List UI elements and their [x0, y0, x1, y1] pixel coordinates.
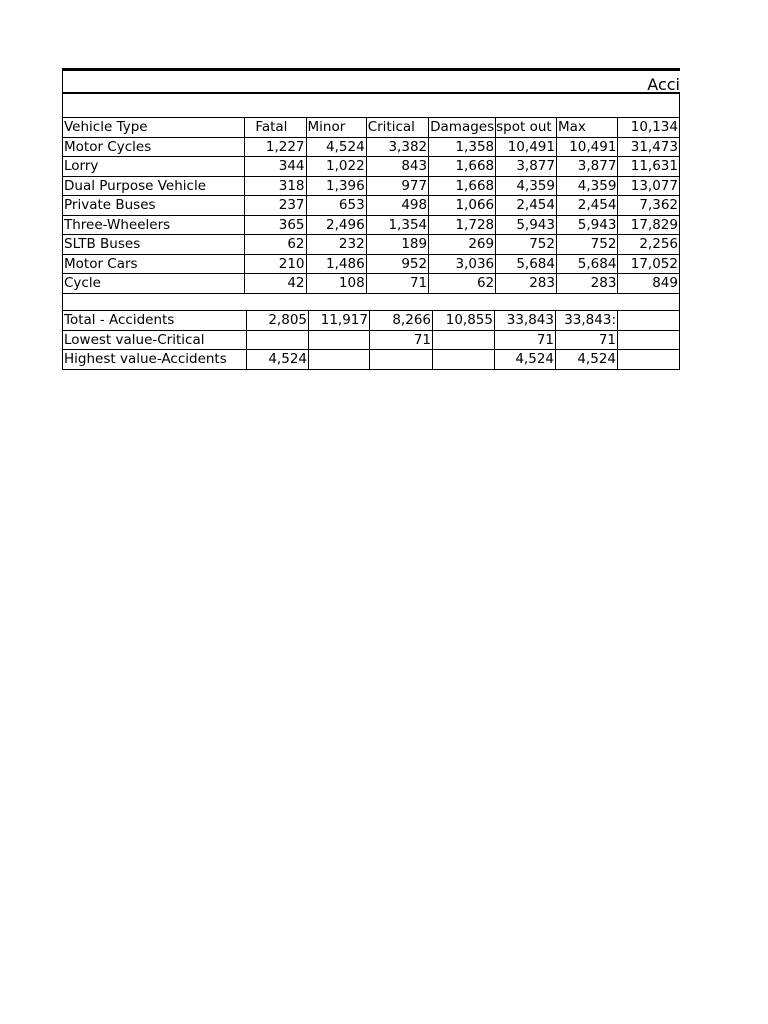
row-label-cell[interactable]: Total - Accidents: [63, 311, 247, 331]
total-cell[interactable]: 11,631: [618, 157, 680, 177]
row-label-cell[interactable]: Motor Cars: [63, 254, 245, 274]
blank-row[interactable]: [62, 94, 680, 117]
header-critical[interactable]: Critical: [366, 118, 428, 138]
total-cell[interactable]: 17,829: [618, 215, 680, 235]
fatal-cell[interactable]: 210: [245, 254, 306, 274]
minor-cell[interactable]: 232: [306, 235, 366, 255]
row-label-cell[interactable]: SLTB Buses: [63, 235, 245, 255]
row-label-cell[interactable]: Highest value-Accidents: [63, 350, 247, 370]
header-spot-out[interactable]: spot out: [496, 118, 557, 138]
total-cell[interactable]: [618, 350, 680, 370]
row-label-cell[interactable]: Three-Wheelers: [63, 215, 245, 235]
max-cell[interactable]: 283: [556, 274, 617, 294]
fatal-cell[interactable]: 62: [245, 235, 306, 255]
minor-cell[interactable]: 1,486: [306, 254, 366, 274]
damages-cell[interactable]: 1,668: [429, 176, 496, 196]
total-cell[interactable]: 17,052: [618, 254, 680, 274]
header-max[interactable]: Max: [556, 118, 617, 138]
damages-cell[interactable]: 269: [429, 235, 496, 255]
minor-cell[interactable]: 11,917: [309, 311, 370, 331]
max-cell[interactable]: 33,843:: [556, 311, 618, 331]
spot-out-cell[interactable]: 283: [496, 274, 557, 294]
total-cell[interactable]: 849: [618, 274, 680, 294]
damages-cell[interactable]: 1,728: [429, 215, 496, 235]
critical-cell[interactable]: 977: [366, 176, 428, 196]
critical-cell[interactable]: 71: [370, 330, 433, 350]
summary-row: [63, 311, 680, 331]
table-row: [63, 157, 680, 177]
summary-table: [62, 310, 680, 370]
table-row: [63, 196, 680, 216]
spot-out-cell[interactable]: 3,877: [496, 157, 557, 177]
max-cell[interactable]: 752: [556, 235, 617, 255]
sheet-title: Acci: [647, 75, 680, 94]
total-cell[interactable]: 13,077: [618, 176, 680, 196]
row-label-cell[interactable]: Lowest value-Critical: [63, 330, 247, 350]
header-vehicle-type[interactable]: Vehicle Type: [63, 118, 245, 138]
table-row: [63, 137, 680, 157]
damages-cell[interactable]: 10,855: [433, 311, 495, 331]
critical-cell[interactable]: [370, 350, 433, 370]
fatal-cell[interactable]: 4,524: [247, 350, 309, 370]
total-cell[interactable]: 2,256: [618, 235, 680, 255]
row-label-cell[interactable]: Motor Cycles: [63, 137, 245, 157]
minor-cell[interactable]: 1,396: [306, 176, 366, 196]
damages-cell[interactable]: [433, 330, 495, 350]
spot-out-cell[interactable]: 2,454: [496, 196, 557, 216]
fatal-cell[interactable]: 2,805: [247, 311, 309, 331]
minor-cell[interactable]: 2,496: [306, 215, 366, 235]
summary-row: [63, 330, 680, 350]
total-cell[interactable]: 7,362: [618, 196, 680, 216]
minor-cell[interactable]: [309, 330, 370, 350]
table-row: [63, 235, 680, 255]
table-row: [63, 254, 680, 274]
spot-out-cell[interactable]: 71: [495, 330, 556, 350]
summary-row: [63, 350, 680, 370]
fatal-cell[interactable]: 318: [245, 176, 306, 196]
spot-out-cell[interactable]: 4,524: [495, 350, 556, 370]
critical-cell[interactable]: 3,382: [366, 137, 428, 157]
spot-out-cell[interactable]: 4,359: [496, 176, 557, 196]
spot-out-cell[interactable]: 752: [496, 235, 557, 255]
fatal-cell[interactable]: [247, 330, 309, 350]
header-fatal[interactable]: Fatal: [245, 118, 306, 138]
max-cell[interactable]: 4,359: [556, 176, 617, 196]
table-row: [63, 274, 680, 294]
max-cell[interactable]: 71: [556, 330, 618, 350]
damages-cell[interactable]: 3,036: [429, 254, 496, 274]
accident-table: [62, 117, 680, 294]
minor-cell[interactable]: 653: [306, 196, 366, 216]
header-minor[interactable]: Minor: [306, 118, 366, 138]
row-label-cell[interactable]: Private Buses: [63, 196, 245, 216]
blank-row[interactable]: [62, 292, 680, 311]
minor-cell[interactable]: [309, 350, 370, 370]
minor-cell[interactable]: 4,524: [306, 137, 366, 157]
critical-cell[interactable]: 189: [366, 235, 428, 255]
damages-cell[interactable]: [433, 350, 495, 370]
row-label-cell[interactable]: Dual Purpose Vehicle: [63, 176, 245, 196]
spot-out-cell[interactable]: 33,843: [495, 311, 556, 331]
fatal-cell[interactable]: 344: [245, 157, 306, 177]
total-cell[interactable]: [618, 330, 680, 350]
damages-cell[interactable]: 1,358: [429, 137, 496, 157]
max-cell[interactable]: 5,684: [556, 254, 617, 274]
damages-cell[interactable]: 1,668: [429, 157, 496, 177]
critical-cell[interactable]: 71: [366, 274, 428, 294]
max-cell[interactable]: 4,524: [556, 350, 618, 370]
max-cell[interactable]: 5,943: [556, 215, 617, 235]
minor-cell[interactable]: 1,022: [306, 157, 366, 177]
critical-cell[interactable]: 1,354: [366, 215, 428, 235]
damages-cell[interactable]: 62: [429, 274, 496, 294]
spot-out-cell[interactable]: 5,943: [496, 215, 557, 235]
row-label-cell[interactable]: Cycle: [63, 274, 245, 294]
fatal-cell[interactable]: 237: [245, 196, 306, 216]
header-row: [63, 118, 680, 138]
damages-cell[interactable]: 1,066: [429, 196, 496, 216]
max-cell[interactable]: 3,877: [556, 157, 617, 177]
critical-cell[interactable]: 8,266: [370, 311, 433, 331]
fatal-cell[interactable]: 1,227: [245, 137, 306, 157]
fatal-cell[interactable]: 42: [245, 274, 306, 294]
spot-out-cell[interactable]: 5,684: [496, 254, 557, 274]
spot-out-cell[interactable]: 10,491: [496, 137, 557, 157]
header-damages[interactable]: Damages: [430, 119, 495, 136]
table-row: [63, 215, 680, 235]
title-cell[interactable]: [62, 68, 680, 94]
table-row: [63, 176, 680, 196]
critical-cell[interactable]: 843: [366, 157, 428, 177]
critical-cell[interactable]: 952: [366, 254, 428, 274]
max-cell[interactable]: 2,454: [556, 196, 617, 216]
header-total[interactable]: 10,134: [618, 118, 680, 138]
max-cell[interactable]: 10,491: [556, 137, 617, 157]
critical-cell[interactable]: 498: [366, 196, 428, 216]
total-cell[interactable]: [618, 311, 680, 331]
row-label-cell[interactable]: Lorry: [63, 157, 245, 177]
fatal-cell[interactable]: 365: [245, 215, 306, 235]
total-cell[interactable]: 31,473: [618, 137, 680, 157]
minor-cell[interactable]: 108: [306, 274, 366, 294]
